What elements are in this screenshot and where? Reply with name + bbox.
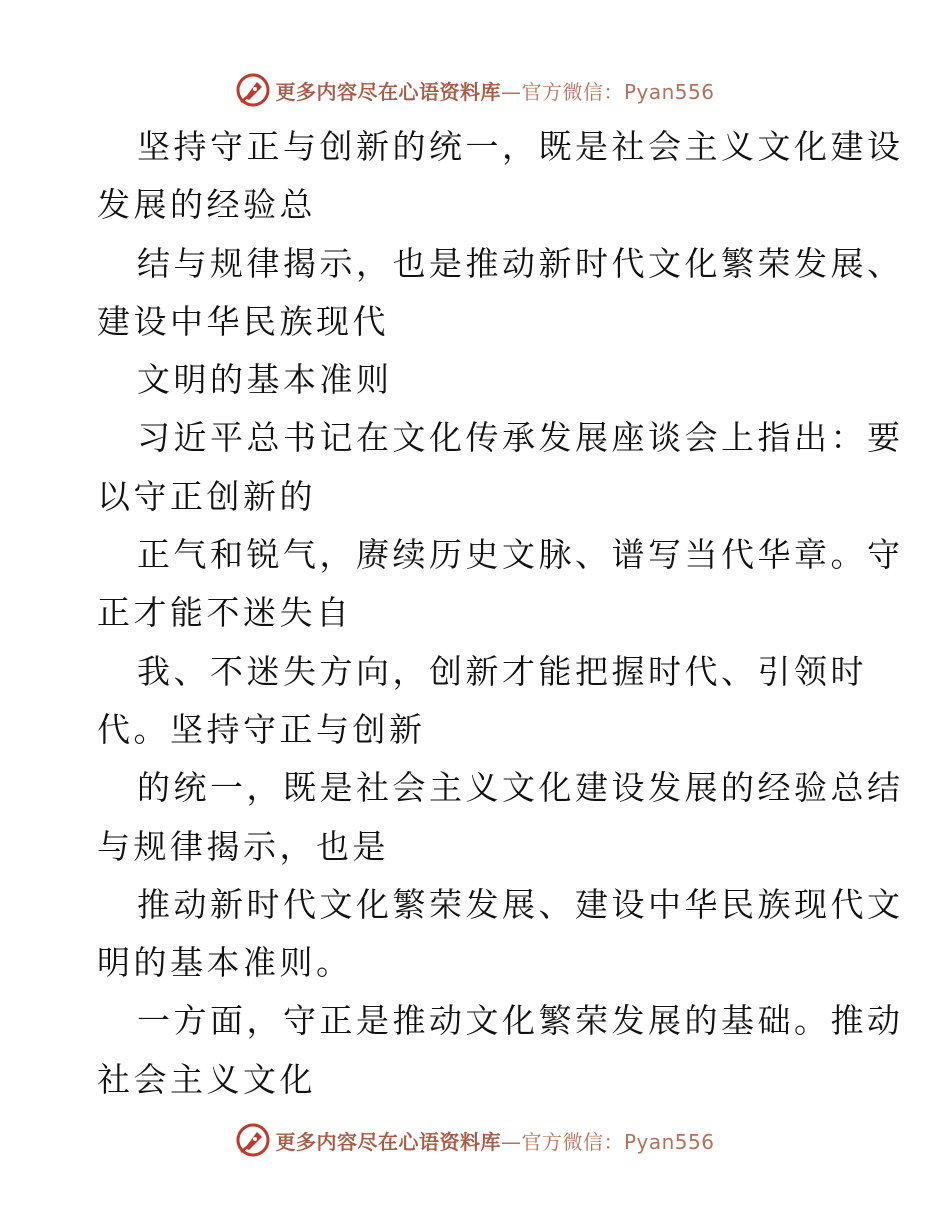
- text-line: 明的基本准则。: [97, 943, 353, 983]
- text-line: 文明的基本准则: [137, 360, 393, 400]
- text-line: 与规律揭示，也是: [97, 826, 389, 866]
- footer-banner-contact: 官方微信：Pyan556: [521, 1129, 715, 1154]
- header-banner-dash: —: [500, 79, 522, 104]
- text-line: 推动新时代文化繁荣发展、建设中华民族现代文: [137, 884, 904, 924]
- footer-banner-main: 更多内容尽在心语资料库: [275, 1129, 501, 1154]
- text-line: 正才能不迷失自: [97, 593, 353, 633]
- text-line: 习近平总书记在文化传承发展座谈会上指出：要: [137, 418, 904, 458]
- header-banner-contact: 官方微信：Pyan556: [521, 79, 715, 104]
- pen-nib-logo-icon: [235, 72, 271, 108]
- document-body: [97, 118, 904, 1109]
- text-line: 结与规律揭示，也是推动新时代文化繁荣发展、: [137, 243, 904, 283]
- pen-nib-logo-icon: [235, 1122, 271, 1158]
- text-line: 的统一，既是社会主义文化建设发展的经验总结: [137, 768, 904, 808]
- header-banner-main: 更多内容尽在心语资料库: [275, 79, 501, 104]
- text-line: 我、不迷失方向，创新才能把握时代、引领时: [137, 651, 867, 691]
- footer-banner: [0, 1120, 950, 1160]
- footer-banner-text: [275, 1126, 714, 1155]
- text-line: 一方面，守正是推动文化繁荣发展的基础。推动: [137, 1001, 904, 1041]
- text-line: 代。坚持守正与创新: [97, 709, 426, 749]
- header-banner-text: [275, 76, 714, 105]
- footer-banner-dash: —: [500, 1129, 522, 1154]
- text-line: 正气和锐气，赓续历史文脉、谱写当代华章。守: [137, 535, 904, 575]
- text-line: 坚持守正与创新的统一，既是社会主义文化建设: [137, 127, 904, 166]
- header-banner: [0, 70, 950, 110]
- text-line: 以守正创新的: [97, 476, 316, 516]
- text-line: 建设中华民族现代: [97, 301, 389, 341]
- text-line: 社会主义文化: [97, 1059, 316, 1099]
- text-line: 发展的经验总: [97, 185, 316, 225]
